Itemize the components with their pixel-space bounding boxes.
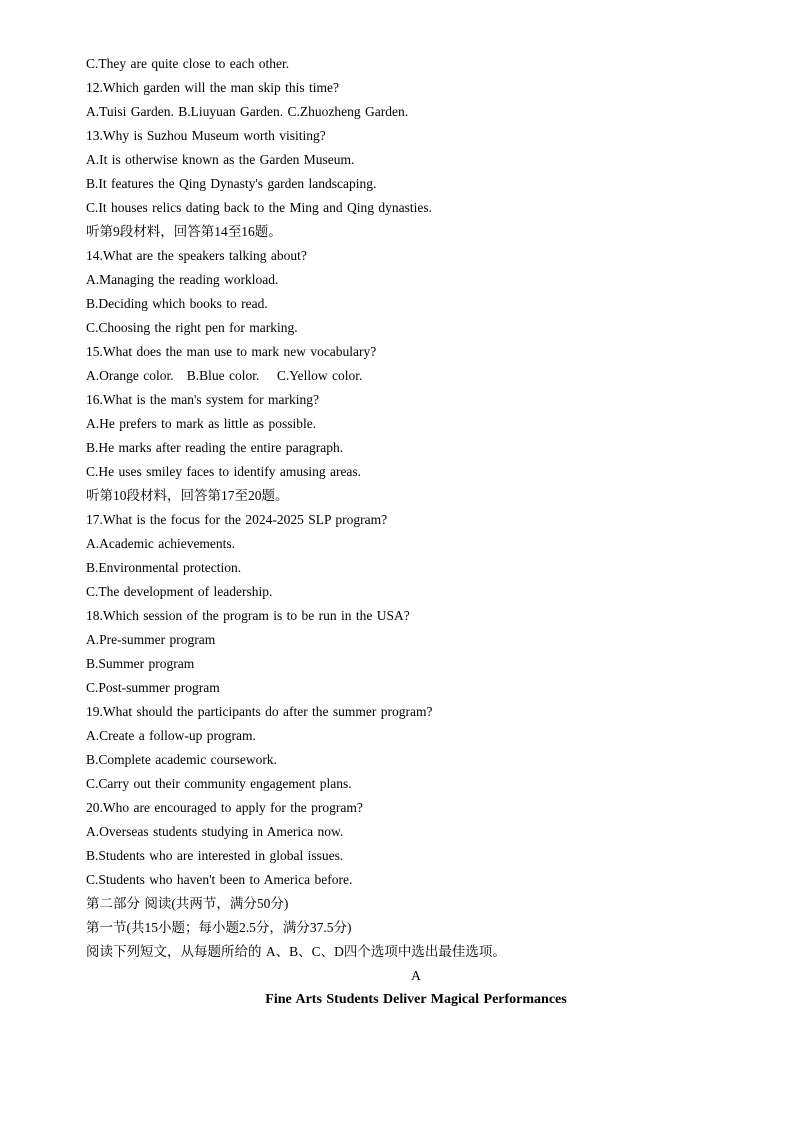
option-line: B.Environmental protection. — [86, 560, 242, 575]
option-line: A.Overseas students studying in America now. — [86, 824, 344, 839]
option-line: C.The development of leadership. — [86, 584, 273, 599]
document-body — [86, 52, 746, 1012]
option-line: C.It houses relics dating back to the Ming and Qing dynasties. — [86, 200, 432, 215]
question-14: 14.What are the speakers talking about? — [86, 248, 307, 263]
option-line: B.Complete academic coursework. — [86, 752, 277, 767]
part-heading: 第二部分 阅读(共两节，满分50分) — [86, 896, 289, 911]
option-line: C.He uses smiley faces to identify amusing areas. — [86, 464, 362, 479]
option-line: B.Students who are interested in global issues. — [86, 848, 344, 863]
option-line: C.Students who haven't been to America before. — [86, 872, 353, 887]
option-line: C.Carry out their community engagement plans. — [86, 776, 352, 791]
option-line: B.Summer program — [86, 656, 195, 671]
question-15-options: A.Orange color. B.Blue color. C.Yellow color. — [86, 368, 363, 383]
option-line: A.It is otherwise known as the Garden Museum. — [86, 152, 355, 167]
question-19: 19.What should the participants do after the summer program? — [86, 704, 433, 719]
option-line: C.Post-summer program — [86, 680, 220, 695]
section-heading: 第一节(共15小题；每小题2.5分，满分37.5分) — [86, 920, 352, 935]
option-line: A.Create a follow-up program. — [86, 728, 256, 743]
question-16: 16.What is the man's system for marking? — [86, 392, 320, 407]
option-line: A.Pre-summer program — [86, 632, 216, 647]
section-instruction: 听第10段材料，回答第17至20题。 — [86, 488, 289, 503]
option-line: A.Managing the reading workload. — [86, 272, 279, 287]
option-line: B.It features the Qing Dynasty's garden landscaping. — [86, 176, 377, 191]
passage-letter: A — [411, 968, 421, 983]
option-line: B.He marks after reading the entire paragraph. — [86, 440, 344, 455]
question-13: 13.Why is Suzhou Museum worth visiting? — [86, 128, 326, 143]
option-line: C.They are quite close to each other. — [86, 56, 290, 71]
option-line: C.Choosing the right pen for marking. — [86, 320, 298, 335]
passage-title: Fine Arts Students Deliver Magical Performances — [265, 992, 567, 1007]
question-15: 15.What does the man use to mark new vocabulary? — [86, 344, 377, 359]
question-12: 12.Which garden will the man skip this time? — [86, 80, 339, 95]
question-17: 17.What is the focus for the 2024-2025 SLP program? — [86, 512, 388, 527]
reading-instruction: 阅读下列短文，从每题所给的 A、B、C、D四个选项中选出最佳选项。 — [86, 944, 506, 959]
section-instruction: 听第9段材料，回答第14至16题。 — [86, 224, 282, 239]
option-line: A.He prefers to mark as little as possible. — [86, 416, 317, 431]
option-line: A.Academic achievements. — [86, 536, 236, 551]
question-12-options: A.Tuisi Garden. B.Liuyuan Garden. C.Zhuozheng Garden. — [86, 104, 409, 119]
question-20: 20.Who are encouraged to apply for the program? — [86, 800, 363, 815]
question-18: 18.Which session of the program is to be run in the USA? — [86, 608, 410, 623]
option-line: B.Deciding which books to read. — [86, 296, 268, 311]
